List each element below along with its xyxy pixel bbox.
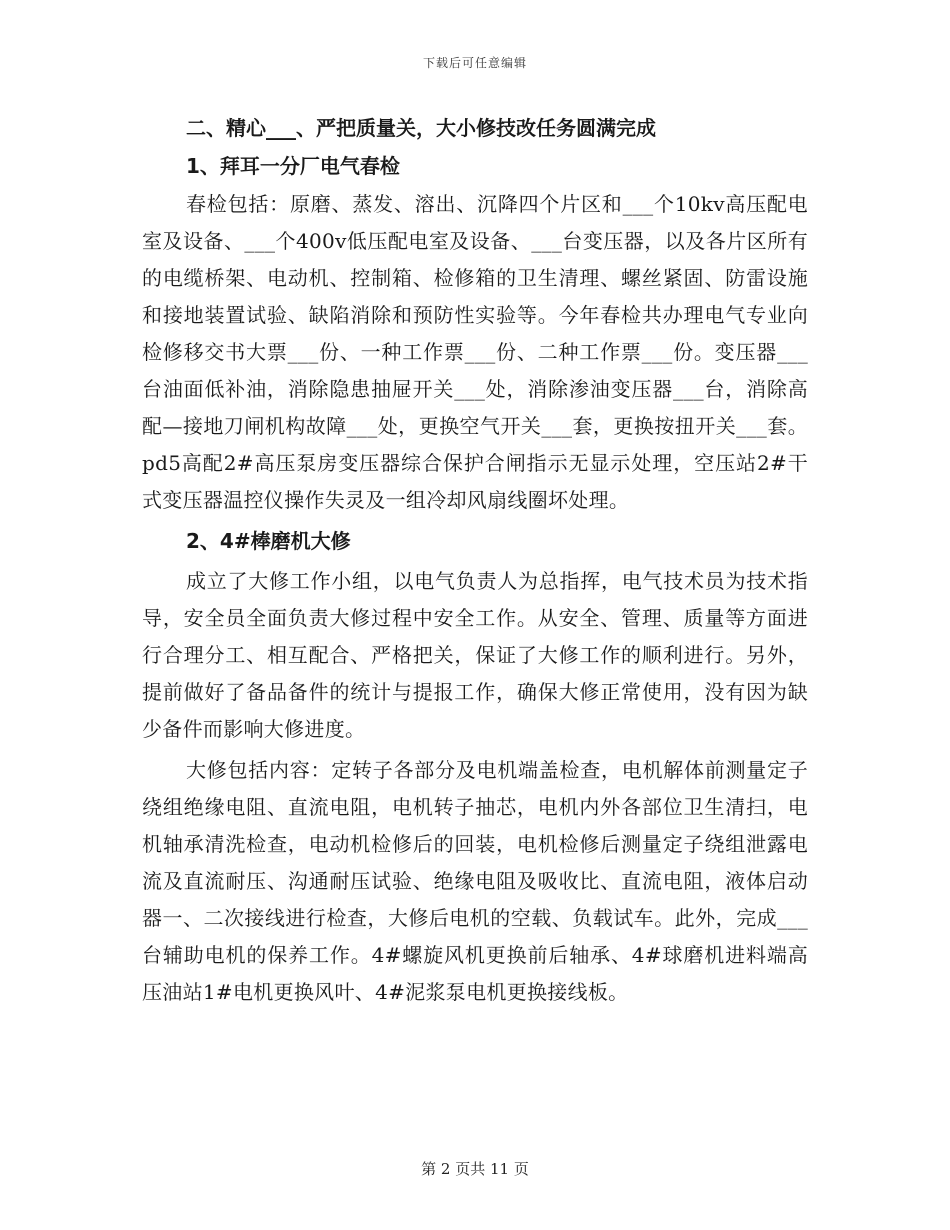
section-1-paragraph: 春检包括：原磨、蒸发、溶出、沉降四个片区和___个10kv高压配电室及设备、___个400v低压配电室及设备、___台变压器，以及各片区所有的电缆桥架、电动机、控制箱、检修箱的卫生清理、螺丝紧固、防雷设施和接地装置试验、缺陷消除和预防性实验等。今年春检共办理电气专业向检修移交书大票___份、一种工作票___份、二种工作票___份。变压器___台油面低补油，消除隐患抽屉开关___处，消除渗油变压器___台，消除高配—接地刀闸机构故障___处，更换空气开关___套，更换按扭开关___套。pd5高配2#高压泵房变压器综合保护合闸指示无显示处理，空压站2#干式变压器温控仪操作失灵及一组冷却风扇线圈坏处理。 [142,192,808,512]
section-2-title: 2、4#棒磨机大修 [186,529,351,553]
section-2-paragraph-1: 成立了大修工作小组，以电气负责人为总指挥，电气技术员为技术指导，安全员全面负责大修过程中安全工作。从安全、管理、质量等方面进行合理分工、相互配合、严格把关，保证了大修工作的顺利进行。另外，提前做好了备品备件的统计与提报工作，确保大修正常使用，没有因为缺少备件而影响大修进度。 [142,569,808,741]
main-heading: 二、精心___、严把质量关，大小修技改任务圆满完成 [186,116,656,140]
section-2-paragraph-2: 大修包括内容：定转子各部分及电机端盖检查，电机解体前测量定子绕组绝缘电阻、直流电阻，电机转子抽芯，电机内外各部位卫生清扫，电机轴承清洗检查，电动机检修后的回装，电机检修后测量定子绕组泄露电流及直流耐压、沟通耐压试验、绝缘电阻及吸收比、直流电阻，液体启动器一、二次接线进行检查，大修后电机的空载、负载试车。此外，完成___台辅助电机的保养工作。4#螺旋风机更换前后轴承、4#球磨机进料端高压油站1#电机更换风叶、4#泥浆泵电机更换接线板。 [142,758,808,1004]
page-header: 下载后可任意编辑 [422,56,527,70]
document-body [142,110,808,1015]
page-footer: 第 2 页共 11 页 [421,1160,529,1178]
section-1-title: 1、拜耳一分厂电气春检 [186,154,400,178]
